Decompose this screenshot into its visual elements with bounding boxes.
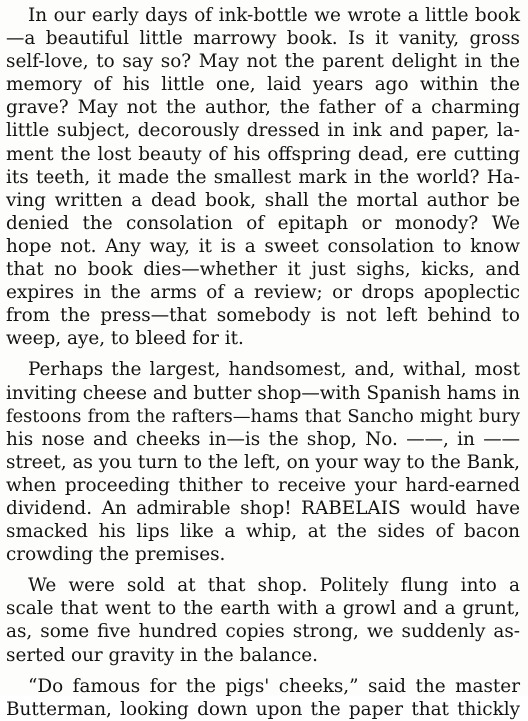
text-column [6, 4, 520, 721]
text-line: self-love, to say so? May not the parent delight in the [6, 51, 520, 73]
text-line: Butterman, looking down upon the paper that thickly [6, 698, 520, 720]
text-line: hope not. Any way, it is a sweet consolation to know [6, 235, 520, 257]
text-line: dividend. An admirable shop! RABELAIS would have [6, 497, 520, 519]
text-line: memory of his little one, laid years ago within the [6, 74, 520, 96]
paragraph-cheese-shop [6, 358, 520, 566]
paragraph-gap [6, 667, 520, 675]
paragraph-gap [6, 566, 520, 574]
text-line: serted our gravity in the balance. [6, 644, 318, 666]
text-line: his nose and cheeks in—is the shop, No. ——, in —— [6, 428, 520, 450]
text-line: when proceeding thither to receive your hard-earned [6, 474, 520, 496]
text-line: as, some five hundred copies strong, we suddenly as- [6, 621, 520, 643]
text-line: inviting cheese and butter shop—with Spanish hams in [6, 382, 520, 404]
text-line: from the press—that somebody is not left behind to [6, 305, 520, 327]
paragraph-ink-bottle [6, 4, 520, 350]
text-line: ving written a dead book, shall the mortal author be [6, 189, 520, 211]
text-line: weep, aye, to bleed for it. [6, 328, 244, 350]
paragraph-sold [6, 574, 520, 666]
text-line: street, as you turn to the left, on your way to the Bank, [6, 451, 520, 473]
text-line: grave? May not the author, the father of a charming [6, 97, 520, 119]
text-line: expires in the arms of a review; or drops apoplectic [6, 282, 520, 304]
text-line: ment the lost beauty of his offspring dead, ere cutting [6, 143, 520, 165]
text-line: festoons from the rafters—hams that Sancho might bury [6, 405, 520, 427]
text-line: that no book dies—whether it just sighs, kicks, and [6, 259, 520, 281]
text-line: scale that went to the earth with a growl and a grunt, [6, 598, 520, 620]
text-line: In our early days of ink-bottle we wrote a little book [28, 5, 520, 26]
text-line: Perhaps the largest, handsomest, and, withal, most [28, 359, 520, 381]
text-line: little subject, decorously dressed in ink and paper, la- [6, 120, 520, 142]
paragraph-gap [6, 350, 520, 358]
text-line: We were sold at that shop. Politely flung into a [28, 575, 520, 597]
text-line: its teeth, it made the smallest mark in the world? Ha- [6, 166, 520, 188]
text-line: smacked his lips like a whip, at the sides of bacon [6, 521, 520, 543]
text-line: denied the consolation of epitaph or monody? We [6, 212, 520, 234]
text-line: —a beautiful little marrowy book. Is it vanity, gross [6, 28, 520, 50]
text-line: “Do famous for the pigs' cheeks,” said the master [28, 675, 520, 697]
paragraph-butterman [6, 675, 520, 721]
text-line: crowding the premises. [6, 544, 226, 566]
